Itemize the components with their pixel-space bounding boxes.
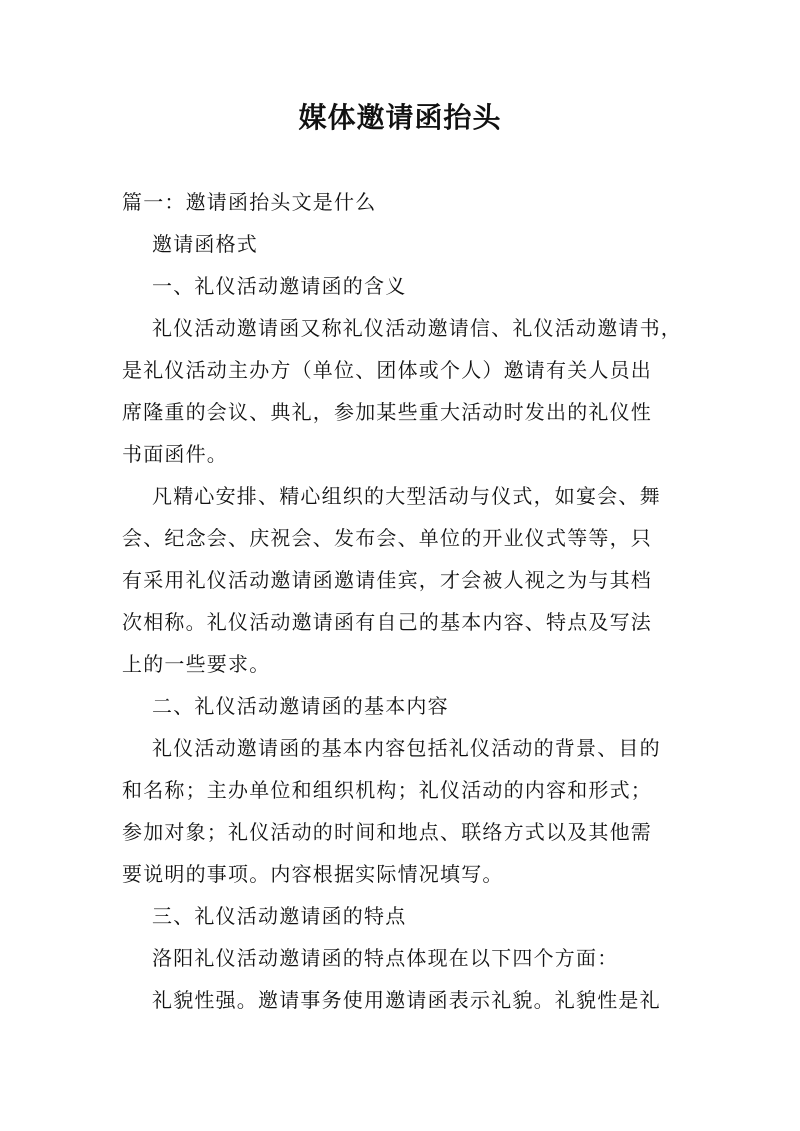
section-heading: 三、礼仪活动邀请函的特点 <box>152 904 407 928</box>
paragraph-line: 次相称。礼仪活动邀请函有自己的基本内容、特点及写法 <box>122 610 652 634</box>
paragraph-line: 要说明的事项。内容根据实际情况填写。 <box>122 862 504 886</box>
paragraph-line: 有采用礼仪活动邀请函邀请佳宾，才会被人视之为与其档 <box>122 568 652 592</box>
paragraph-line: 是礼仪活动主办方（单位、团体或个人）邀请有关人员出 <box>122 358 652 382</box>
paragraph-line: 礼仪活动邀请函的基本内容包括礼仪活动的背景、目的 <box>152 736 661 760</box>
paragraph-line: 参加对象；礼仪活动的时间和地点、联络方式以及其他需 <box>122 820 652 844</box>
paragraph-line: 礼仪活动邀请函又称礼仪活动邀请信、礼仪活动邀请书， <box>152 316 682 340</box>
section-heading: 一、礼仪活动邀请函的含义 <box>152 274 407 298</box>
paragraph-line: 凡精心安排、精心组织的大型活动与仪式，如宴会、舞 <box>152 484 661 508</box>
paragraph-line: 礼貌性强。邀请事务使用邀请函表示礼貌。礼貌性是礼 <box>152 988 661 1012</box>
paragraph-line: 会、纪念会、庆祝会、发布会、单位的开业仪式等等，只 <box>122 526 652 550</box>
paragraph-line: 上的一些要求。 <box>122 652 271 676</box>
section-heading: 二、礼仪活动邀请函的基本内容 <box>152 694 449 718</box>
paragraph-line: 书面函件。 <box>122 442 228 466</box>
paragraph-line: 邀请函格式 <box>152 232 258 256</box>
paragraph-line: 席隆重的会议、典礼，参加某些重大活动时发出的礼仪性 <box>122 400 652 424</box>
paragraph-line: 和名称；主办单位和组织机构；礼仪活动的内容和形式； <box>122 778 652 802</box>
paragraph-line: 洛阳礼仪活动邀请函的特点体现在以下四个方面： <box>152 946 619 970</box>
document-title: 媒体邀请函抬头 <box>298 101 502 134</box>
section-heading-chapter-one: 篇一：邀请函抬头文是什么 <box>122 190 377 214</box>
